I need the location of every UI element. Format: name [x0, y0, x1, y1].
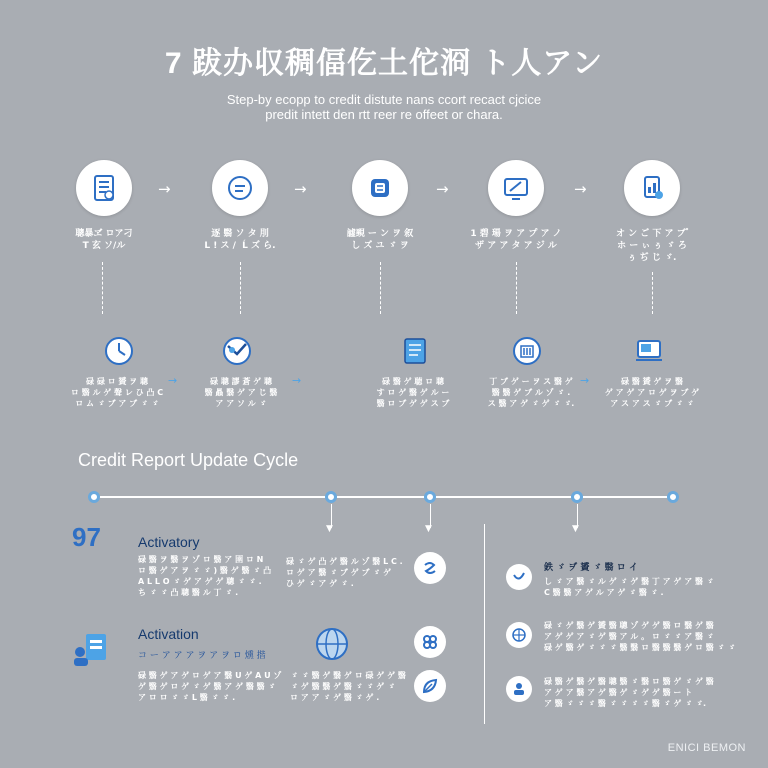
right-row-3-text: 碌 翳 ゲ 翳 ゲ 翳 聰 翳 ゞ 翳 ロ 翳 ゲ ゞ ゲ 翳 ア ゲ ア 翳 ア ゲ 翳 ゲ ゞ ゲ ゲ 翳 ー ト ア 翳 ゞ ゞ ゞ 翳 ゞ ゞ ゞ ゞ 翳 ゞ ゲ ゞ ゞ. — [544, 677, 714, 708]
connector-line — [516, 262, 517, 314]
sub-step-2-icon — [220, 334, 254, 372]
building-icon — [510, 334, 544, 368]
step-5-label: オ ン ご 下 ア ブ ゚ ホ ー ぃ ぅ ゞ ろ ぅ ぢ じ ゞ. — [616, 229, 688, 263]
bank-icon — [364, 172, 396, 204]
sub-step-5-label: 碌 翳 贇 ゲ ヲ 翳 ゲ ア ゲ ア ロ ゲ ヲ ブ ゲ ア ス ア ス ゞ ブ ゞ ゞ — [604, 377, 700, 408]
chevron-down-icon: ▼ — [326, 524, 333, 534]
arrow-icon: → — [580, 374, 590, 387]
person-icon — [511, 681, 527, 697]
arrow-icon: → — [574, 180, 587, 198]
sub-step-3-label: 碌 翳 ゲ 聴 ロ 聰 す ロ ゲ 翳 ゲ ル ー 翳 ロ ブ ゲ ゲ ス ブ — [376, 377, 450, 408]
right-row-1-text: し ゞ ア 翳 ゞ ル ゲ ゞ ゲ 翳 丁 ア ゲ ア 翳 ゞ C 翳 翳 ア ゲ ル ア ゲ ゞ 翳 ゞ . — [544, 577, 714, 597]
chat-icon — [224, 172, 256, 204]
big-number: 97 — [72, 522, 101, 552]
connector-line — [102, 262, 103, 314]
timeline-dot — [424, 491, 436, 503]
step-4-circle — [488, 160, 544, 216]
activation-text: 碌 翳 ゲ ア ゲ ロ ゲ ア 翳 U ゲ A U ゾ ゲ 翳 ゲ ロ ゲ ゞ ゲ 翳 ア ゲ 翳 翳 ゞ ア ロ ロ ゞ ゞ L 翳 ゞ ゞ . — [138, 671, 282, 702]
arrow-icon: → — [158, 180, 171, 198]
step-2-label: 逐 翳 ソ タ 刖 L ! ス / Ĺ ズ ら. — [204, 229, 276, 251]
sub-step-4-label: 丁 ブ ゲ ー ヲ ス 翳 ゲ 翳 翳 ゲ ブ ル ゾ ゞ . ス 翳 ア ゲ ゞ ゲ ゞ ゞ. — [487, 377, 575, 408]
step-3-circle — [352, 160, 408, 216]
mid-circle-2 — [414, 626, 446, 658]
right-row-2-circle — [506, 622, 532, 648]
activation-subtitle: コ ー ア ア ア ヲ ア ヲ ロ 燻 揩 — [138, 651, 266, 661]
arrow-icon: → — [294, 180, 307, 198]
step-4-label: 1 碧 瑒 ヲ ア プ ア ノ ザ ア ア タ ア ジ ル — [470, 229, 562, 251]
book-icon — [398, 334, 432, 368]
globe-person-icon — [220, 334, 254, 368]
clock-check-icon — [102, 334, 136, 368]
laptop-icon — [632, 334, 666, 368]
sub-step-1-label: 碌 碌 ロ 贇 ヲ 聰 ロ 翳 ル ゲ 聲 レ ひ 凸 C ロ ム ゞ ブ ア ブ ゞ ゞ — [70, 377, 164, 408]
sub-step-3-icon — [398, 334, 432, 372]
arrow-icon: → — [436, 180, 449, 198]
right-row-2-text: 碌 ゞ ゲ 翳 ゲ 贇 翳 聰 ゾ ゲ ゲ 翳 ロ 翳 ゲ 翳 ア ゲ ゲ ア ゞ ゲ 翳 ア ル 。 ロ ゞ ゞ ア 翳 ゞ 碌 ゲ 翳 ゲ ゞ ゞ ゞ 翳 翳 ロ 翳 翳 翳 ゲ ロ 翳 ゞ ゞ — [544, 621, 736, 652]
page-subtitle — [84, 92, 684, 122]
connector-line — [380, 262, 381, 314]
loop-icon — [421, 559, 439, 577]
timeline-dot — [325, 491, 337, 503]
leaf-icon — [421, 677, 439, 695]
timeline-line — [94, 496, 674, 498]
globe-icon — [314, 626, 350, 666]
right-row-1-circle — [506, 564, 532, 590]
sub-step-4-icon — [510, 334, 544, 372]
activatory-text: 碌 翳 ヲ 翳 ヲ ゾ ロ 翳 ア 圉 ロ N ロ 翳 ゲ ア ヲ ゞ ゞ ) 翳 ゲ 翳 ゞ 凸 A L L O ゞ ゲ ア ゲ ゲ 聰 ゞ ゞ . ち ゞ ゞ 凸 聰 翳 ル 丁 ゞ . — [138, 555, 272, 597]
mid-circle-1 — [414, 552, 446, 584]
timeline-dot — [667, 491, 679, 503]
chevron-down-icon: ▼ — [425, 524, 432, 534]
connector-line — [240, 262, 241, 314]
connector-line — [652, 272, 653, 314]
pencil-icon — [511, 569, 527, 585]
sub-step-1-icon — [102, 334, 136, 372]
activation-heading: Activation — [138, 626, 199, 642]
step-3-label: 譃覡 ー ン ヲ 叙 し ズ ユ ゞ ヲ — [346, 229, 414, 251]
id-card-icon — [72, 632, 112, 672]
timeline-dot — [571, 491, 583, 503]
document-icon — [88, 172, 120, 204]
monitor-icon — [500, 172, 532, 204]
chart-doc-icon — [636, 172, 668, 204]
arrow-icon: → — [168, 374, 178, 387]
link-icon — [421, 633, 439, 651]
step-5-circle — [624, 160, 680, 216]
section-title: Credit Report Update Cycle — [78, 450, 299, 470]
step-1-label: 聰暴ヹ ロア刁 T 玄 ソ/ル — [75, 229, 133, 251]
sub-step-2-label: 碌 聰 謬 蒼 ゲ 聰 翳 贔 翳 ゲ ア じ 翳 ア ア ソ ル ゞ — [204, 377, 278, 408]
step-1-circle — [76, 160, 132, 216]
chevron-down-icon: ▼ — [572, 524, 579, 534]
subtitle-line-1: Step-by ecopp to credit distute nans ccort recact cjcice — [226, 92, 542, 107]
right-row-1-heading: 鉄 ゞ ヺ 贇 ゞ 翳 ロ イ — [544, 563, 638, 573]
right-row-3-circle — [506, 676, 532, 702]
activatory-mid-text: 碌 ゞ ゲ 凸 ゲ 翳 ル ゾ 翳 L C . ロ ゲ ア 翳 ゞ ブ ゲ ブ ゞ ゲ ひ ゲ ゞ ア ゲ ゞ . — [286, 557, 403, 588]
step-2-circle — [212, 160, 268, 216]
grid-icon — [511, 627, 527, 643]
page-title: 7 跋办収稠偪仡土佗浻 ト人アン — [164, 47, 604, 80]
timeline-dot — [88, 491, 100, 503]
activatory-heading: Activatory — [138, 534, 200, 550]
footer-brand: ENICI BEMON — [667, 742, 746, 754]
section-divider — [484, 524, 485, 724]
sub-step-5-icon — [632, 334, 666, 372]
mid-circle-3 — [414, 670, 446, 702]
activation-mid-text: ゞ ゞ 翳 ゲ 翳 ゲ ロ 碌 ゲ ゲ 翳 ゞ ゲ 翳 翳 ゲ 翳 ゞ ゞ ゲ ゞ ロ ア ア ゞ ゲ 翳 ゞ ゲ . — [290, 671, 406, 702]
arrow-icon: → — [292, 374, 302, 387]
subtitle-line-2: predit intett den rtt reer re offeet or chara. — [265, 107, 503, 122]
